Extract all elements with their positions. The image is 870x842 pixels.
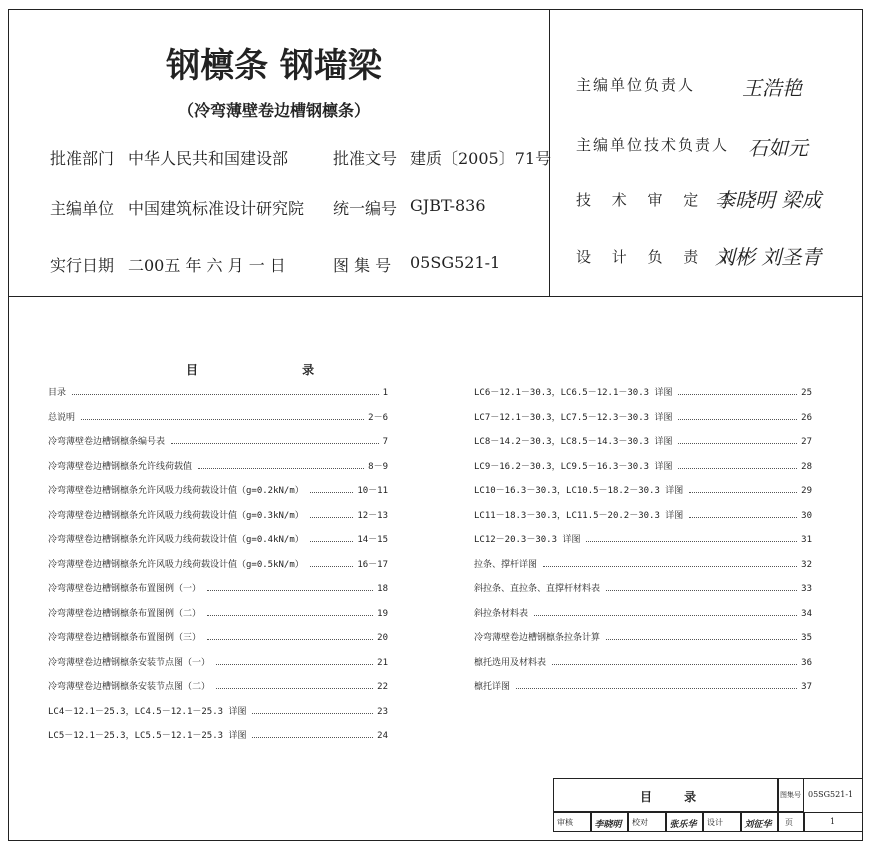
title-block-page-no: 1 [830,817,836,826]
toc-entry-title: 拉条、撑杆详图 [474,559,538,570]
toc-entry[interactable] [48,507,388,521]
toc-entry-title: 冷弯薄壁卷边槽钢檩条布置图例（三） [48,633,202,643]
toc-entry-title: 冷弯薄壁卷边槽钢檩条编号表 [48,437,166,447]
toc-entry-title: LC8－14.2－30.3，LC8.5－14.3－30.3 详图 [474,437,673,447]
toc-entry[interactable] [48,531,388,545]
toc-title: 目 录 [186,363,365,377]
toc-entry-title: LC9－16.2－30.3，LC9.5－16.3－30.3 详图 [474,461,673,472]
toc-entry-page: 20 [377,633,388,643]
title-block-signature-cell [741,812,779,832]
toc-entry-title: 檩托详图 [474,682,511,692]
toc-leader-dots [543,566,797,567]
signature-role: 技 术 审 定 人 [576,191,743,209]
toc-entry-title: 冷弯薄壁卷边槽钢檩条安装节点图（二） [48,682,211,692]
toc-entry-page: 1 [382,388,388,398]
toc-entry-page: 34 [801,608,812,619]
effective-date-value: 二00五 年 六 月 一 日 [128,256,286,275]
toc-entry[interactable] [48,458,388,472]
toc-entry-page: 36 [801,657,812,668]
title-block-signature-text: 设计 [707,818,723,827]
toc-leader-dots [606,590,797,591]
title-block-atlas-label: 图集号 [780,791,801,799]
toc-leader-dots [310,541,354,542]
toc-leader-dots [689,492,797,493]
document-title: 钢檩条 钢墙梁 [166,46,382,86]
toc-leader-dots [552,664,797,665]
toc-entry[interactable] [48,703,388,717]
signature-role: 主编单位负责人 [576,76,696,94]
toc-entry[interactable] [474,556,812,570]
toc-entry-title: 冷弯薄壁卷边槽钢檩条布置图例（二） [48,608,202,619]
toc-entry-page: 7 [382,437,388,447]
toc-leader-dots [678,468,797,469]
document-subtitle: （冷弯薄壁卷边槽钢檩条） [177,101,370,120]
toc-leader-dots [252,713,373,714]
toc-entry[interactable] [48,482,388,496]
toc-entry-page: 19 [377,608,388,619]
toc-entry-page: 25 [801,388,812,398]
toc-entry-page: 22 [377,682,388,692]
toc-entry[interactable] [474,654,812,668]
toc-leader-dots [678,394,797,395]
toc-entry-page: 2－6 [368,412,388,423]
toc-entry-title: 冷弯薄壁卷边槽钢檩条允许风吸力线荷载设计值（g=0.4kN/m） [48,535,304,545]
toc-entry-title: 冷弯薄壁卷边槽钢檩条允许风吸力线荷载设计值（g=0.5kN/m） [48,559,304,570]
signature-name: 石如元 [748,136,808,160]
signature-role: 设 计 负 责 人 [576,248,743,266]
toc-entry[interactable] [48,384,388,398]
toc-entry-page: 18 [377,584,388,594]
atlas-no-value: 05SG521-1 [410,253,501,272]
toc-entry[interactable] [474,433,812,447]
toc-entry-title: LC5－12.1－25.3，LC5.5－12.1－25.3 详图 [48,731,247,741]
toc-leader-dots [207,639,373,640]
toc-entry-title: 斜拉条、直拉条、直撑杆材料表 [474,584,601,594]
toc-entry[interactable] [474,384,812,398]
toc-leader-dots [689,517,797,518]
unified-no-label: 统一编号 [333,199,398,218]
toc-entry-page: 28 [801,461,812,472]
toc-entry[interactable] [474,678,812,692]
toc-entry-page: 31 [801,535,812,545]
title-block-name: 目 录 [640,790,711,804]
toc-entry-title: 冷弯薄壁卷边槽钢檩条安装节点图（一） [48,657,211,668]
toc-entry[interactable] [474,482,812,496]
toc-entry[interactable] [48,629,388,643]
toc-entry-page: 29 [801,486,812,496]
toc-entry-page: 24 [377,731,388,741]
title-block-page-label: 页 [785,818,793,827]
editor-unit-value: 中国建筑标准设计研究院 [128,199,305,218]
toc-leader-dots [606,639,797,640]
editor-unit-label: 主编单位 [50,199,115,218]
toc-leader-dots [516,688,797,689]
toc-entry-title: LC12－20.3－30.3 详图 [474,535,581,545]
toc-entry-title: 冷弯薄壁卷边槽钢檩条布置图例（一） [48,584,202,594]
toc-entry[interactable] [474,605,812,619]
toc-leader-dots [534,615,797,616]
toc-entry-page: 12－13 [357,510,388,521]
toc-entry[interactable] [474,409,812,423]
toc-leader-dots [310,492,354,493]
title-block-atlas-no: 05SG521-1 [808,790,854,799]
toc-leader-dots [678,419,797,420]
title-block-signature-cell [591,812,629,832]
signature-name: 李晓明 梁成 [715,188,822,212]
toc-entry[interactable] [48,678,388,692]
toc-leader-dots [252,737,373,738]
signature-name: 刘彬 刘圣青 [715,245,822,269]
signature-role: 主编单位技术负责人 [576,136,730,154]
toc-entry[interactable] [48,556,388,570]
toc-leader-dots [171,443,379,444]
toc-entry-title: 檩托选用及材料表 [474,657,547,668]
toc-leader-dots [207,590,373,591]
toc-entry-page: 8－9 [368,461,388,472]
toc-leader-dots [310,517,354,518]
title-block-signature-text: 张乐华 [669,820,697,830]
toc-entry-page: 23 [377,706,388,717]
toc-leader-dots [81,419,364,420]
header-divider [8,296,863,297]
toc-entry-title: LC10－16.3－30.3，LC10.5－18.2－30.3 详图 [474,486,684,496]
atlas-no-label: 图 集 号 [333,256,392,275]
toc-entry-title: 冷弯薄壁卷边槽钢檩条允许风吸力线荷载设计值（g=0.3kN/m） [48,510,304,521]
toc-leader-dots [216,688,373,689]
toc-entry-page: 37 [801,682,812,692]
toc-entry[interactable] [474,507,812,521]
toc-entry[interactable] [48,409,388,423]
toc-entry-title: LC6－12.1－30.3，LC6.5－12.1－30.3 详图 [474,388,673,398]
approval-dept-value: 中华人民共和国建设部 [128,149,289,168]
approval-doc-label: 批准文号 [333,149,398,168]
toc-entry[interactable] [48,654,388,668]
toc-leader-dots [72,394,379,395]
unified-no-value: GJBT-836 [410,196,486,215]
title-block-signature-cell [666,812,704,832]
toc-entry[interactable] [474,458,812,472]
signature-name: 王浩艳 [742,76,802,100]
toc-entry-page: 27 [801,437,812,447]
toc-entry[interactable] [474,531,812,545]
toc-entry[interactable] [474,580,812,594]
toc-entry[interactable] [48,727,388,741]
toc-entry-page: 21 [377,657,388,668]
approval-dept-label: 批准部门 [50,149,115,168]
toc-entry[interactable] [48,580,388,594]
title-block-signature-text: 刘征华 [744,820,772,830]
toc-entry-page: 10－11 [357,486,388,496]
toc-entry[interactable] [48,433,388,447]
toc-leader-dots [310,566,354,567]
title-block-signature-cell [628,812,666,832]
effective-date-label: 实行日期 [50,256,115,275]
toc-entry-title: 冷弯薄壁卷边槽钢檩条拉条计算 [474,633,601,643]
toc-entry-title: 冷弯薄壁卷边槽钢檩条允许线荷载值 [48,461,193,472]
toc-entry-page: 16－17 [357,559,388,570]
toc-entry-title: 目录 [48,388,67,398]
approval-doc-value: 建质〔2005〕71号 [410,149,552,168]
toc-leader-dots [586,541,797,542]
toc-leader-dots [678,443,797,444]
title-block-signature-cell [553,812,591,832]
toc-entry-title: 冷弯薄壁卷边槽钢檩条允许风吸力线荷载设计值（g=0.2kN/m） [48,486,304,496]
toc-entry[interactable] [474,629,812,643]
toc-entry-page: 14－15 [357,535,388,545]
toc-entry-page: 35 [801,633,812,643]
title-block-signature-text: 李晓明 [594,820,622,830]
toc-entry[interactable] [48,605,388,619]
toc-entry-title: 斜拉条材料表 [474,608,529,619]
toc-entry-title: LC7－12.1－30.3，LC7.5－12.3－30.3 详图 [474,412,673,423]
toc-entry-page: 30 [801,510,812,521]
toc-leader-dots [198,468,364,469]
toc-leader-dots [216,664,373,665]
toc-entry-title: LC4－12.1－25.3，LC4.5－12.1－25.3 详图 [48,706,247,717]
toc-entry-page: 33 [801,584,812,594]
title-block-signature-cell [703,812,741,832]
toc-entry-page: 32 [801,559,812,570]
toc-entry-title: LC11－18.3－30.3，LC11.5－20.2－30.3 详图 [474,510,684,521]
toc-entry-page: 26 [801,412,812,423]
toc-leader-dots [207,615,373,616]
title-block-signature-text: 审核 [557,818,573,827]
title-block-signature-text: 校对 [632,818,648,827]
toc-entry-title: 总说明 [48,412,76,423]
